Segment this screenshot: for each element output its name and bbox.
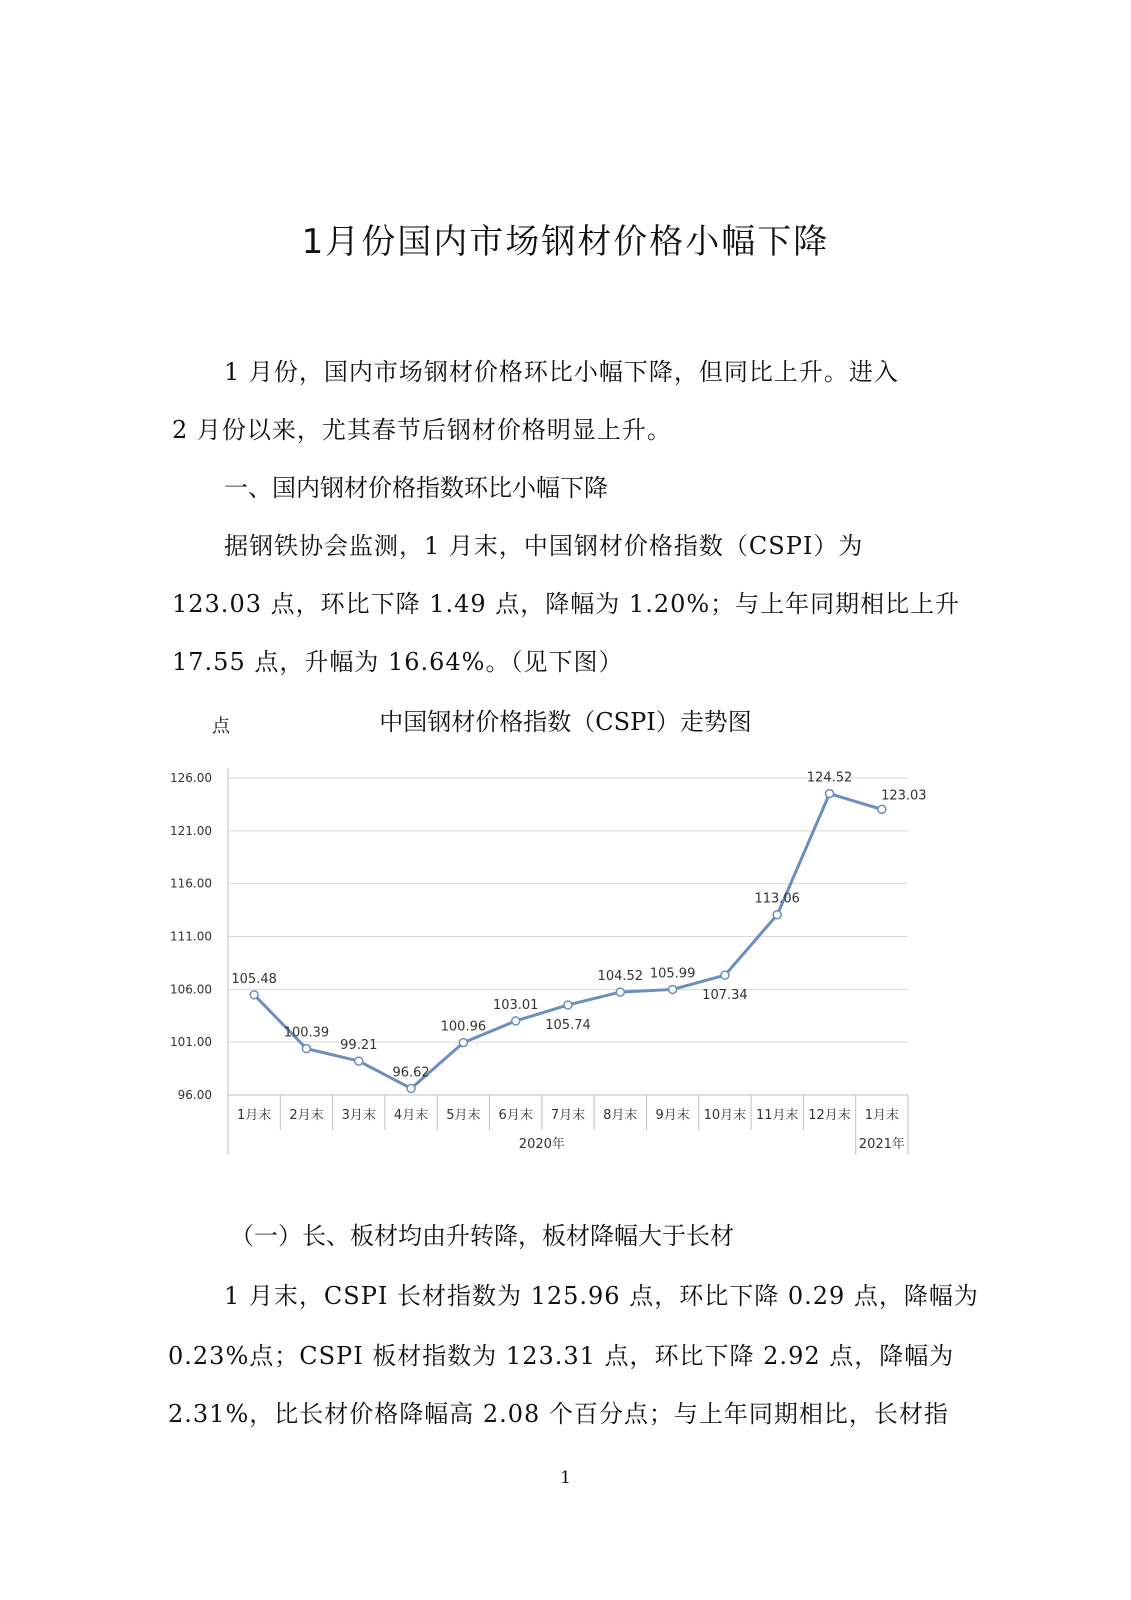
- data-point: [512, 1017, 520, 1025]
- data-point: [355, 1057, 363, 1065]
- x-tick-label: 7月末: [550, 1108, 586, 1123]
- y-tick-label: 126.00: [170, 771, 212, 785]
- data-label: 124.52: [806, 770, 853, 786]
- data-label: 123.03: [881, 788, 927, 804]
- data-label: 104.52: [597, 969, 644, 985]
- data-point: [669, 985, 677, 993]
- x-tick-label: 9月末: [655, 1108, 690, 1123]
- data-label: 113.06: [754, 891, 800, 907]
- data-label: 105.99: [649, 966, 696, 982]
- y-tick-label: 101.00: [170, 1035, 212, 1050]
- y-tick-label: 106.00: [170, 982, 212, 997]
- x-tick-label: 5月末: [446, 1108, 481, 1123]
- data-label: 105.48: [231, 971, 277, 987]
- subsection-1-line-3: 2.31%，比长材价格降幅高 2.08 个百分点；与上年同期相比，长材指: [168, 1400, 949, 1428]
- data-label: 96.62: [392, 1065, 430, 1081]
- data-point: [407, 1084, 415, 1092]
- y-tick-label: 116.00: [170, 876, 212, 891]
- data-point: [302, 1045, 310, 1053]
- data-point: [826, 790, 834, 798]
- section-1-line-3: 17.55 点，升幅为 16.64%。（见下图）: [172, 648, 624, 676]
- data-point: [616, 988, 624, 996]
- x-tick-label: 1月末: [237, 1108, 272, 1123]
- data-point: [773, 911, 781, 919]
- subsection-1-line-2: 0.23%点；CSPI 板材指数为 123.31 点，环比下降 2.92 点，降幅为: [168, 1342, 955, 1370]
- data-label: 99.21: [340, 1038, 378, 1054]
- section-1-line-1: 据钢铁协会监测，1 月末，中国钢材价格指数（CSPI）为: [224, 532, 864, 560]
- chart-y-unit-label: 点: [212, 716, 230, 737]
- data-point: [459, 1039, 467, 1047]
- x-group-label: 2021年: [858, 1137, 905, 1152]
- y-tick-label: 96.00: [177, 1088, 212, 1102]
- document-title: 1月份国内市场钢材价格小幅下降: [301, 222, 830, 262]
- x-tick-label: 12月末: [808, 1108, 851, 1123]
- section-1-heading: 一、国内钢材价格指数环比小幅下降: [224, 474, 608, 502]
- section-1-line-2: 123.03 点，环比下降 1.49 点，降幅为 1.20%；与上年同期相比上升: [172, 590, 961, 618]
- y-tick-label: 121.00: [170, 823, 212, 838]
- x-tick-label: 3月末: [341, 1108, 376, 1123]
- data-point: [250, 991, 258, 999]
- data-label: 105.74: [545, 1017, 591, 1033]
- data-point: [878, 805, 886, 813]
- intro-line-2: 2 月份以来，尤其春节后钢材价格明显上升。: [172, 416, 672, 444]
- data-label: 103.01: [492, 997, 539, 1013]
- x-tick-label: 1月末: [864, 1108, 899, 1123]
- x-tick-label: 4月末: [393, 1108, 429, 1123]
- page-number: 1: [560, 1468, 571, 1488]
- subsection-1-heading: （一）长、板材均由升转降，板材降幅大于长材: [230, 1222, 734, 1250]
- intro-line-1: 1 月份，国内市场钢材价格环比小幅下降，但同比上升。进入: [224, 358, 899, 386]
- x-tick-label: 10月末: [703, 1108, 747, 1123]
- data-label: 100.39: [283, 1025, 330, 1041]
- y-tick-label: 111.00: [170, 929, 212, 944]
- cspi-line-chart: [0, 750, 1131, 1170]
- x-group-label: 2020年: [518, 1137, 565, 1152]
- x-tick-label: 2月末: [289, 1108, 324, 1123]
- x-tick-label: 6月末: [498, 1108, 533, 1123]
- x-tick-label: 11月末: [755, 1108, 799, 1123]
- x-tick-label: 8月末: [603, 1108, 638, 1123]
- chart-title: 中国钢材价格指数（CSPI）走势图: [379, 708, 752, 736]
- data-point: [564, 1001, 572, 1009]
- subsection-1-line-1: 1 月末，CSPI 长材指数为 125.96 点，环比下降 0.29 点，降幅为: [224, 1282, 979, 1310]
- data-point: [721, 971, 729, 979]
- data-label: 100.96: [440, 1019, 487, 1035]
- data-label: 107.34: [702, 988, 748, 1004]
